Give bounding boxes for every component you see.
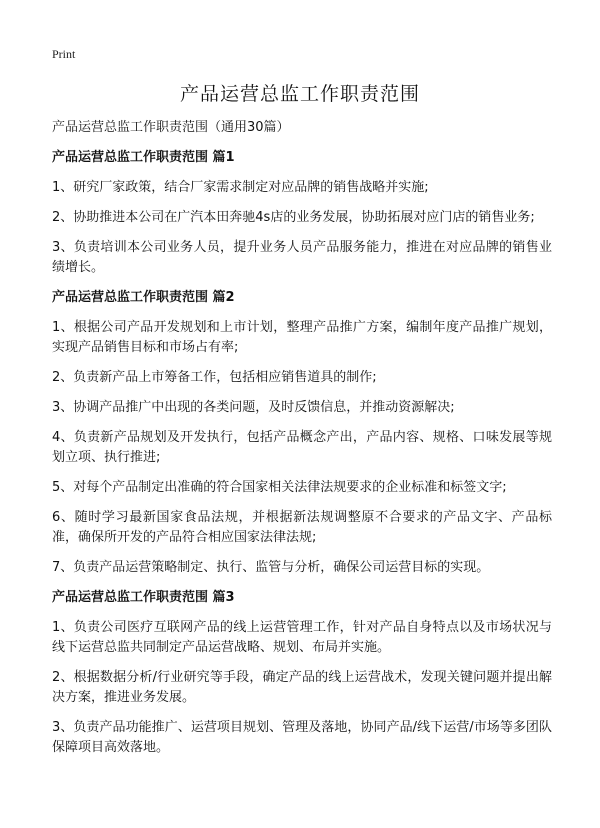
section-heading-1: 产品运营总监工作职责范围 篇1 <box>52 150 235 165</box>
list-item: 5、对每个产品制定出准确的符合国家相关法律法规要求的企业标准和标签文字; <box>52 480 507 495</box>
section-heading-2: 产品运营总监工作职责范围 篇2 <box>52 290 235 305</box>
document-body <box>52 118 552 768</box>
list-item: 7、负责产品运营策略制定、执行、监管与分析，确保公司运营目标的实现。 <box>52 560 490 575</box>
list-item: 3、负责培训本公司业务人员，提升业务人员产品服务能力，推进在对应品牌的销售业绩增长。 <box>52 240 552 275</box>
list-item: 3、协调产品推广中出现的各类问题，及时反馈信息，并推动资源解决; <box>52 400 455 415</box>
list-item: 3、负责产品功能推广、运营项目规划、管理及落地，协同产品/线下运营/市场等多团队保障项目高效落地。 <box>52 720 552 755</box>
list-item: 4、负责新产品规划及开发执行，包括产品概念产出，产品内容、规格、口味发展等规划立项、执行推进; <box>52 430 552 465</box>
page-title: 产品运营总监工作职责范围 <box>179 83 420 105</box>
section-heading-3: 产品运营总监工作职责范围 篇3 <box>52 590 235 605</box>
list-item: 1、根据公司产品开发规划和上市计划，整理产品推广方案，编制年度产品推广规划，实现产品销售目标和市场占有率; <box>52 320 552 355</box>
list-item: 1、研究厂家政策，结合厂家需求制定对应品牌的销售战略并实施; <box>52 180 429 195</box>
document-subtitle: 产品运营总监工作职责范围（通用30篇） <box>52 120 290 135</box>
list-item: 2、负责新产品上市筹备工作，包括相应销售道具的制作; <box>52 370 377 385</box>
list-item: 2、协助推进本公司在广汽本田奔驰4s店的业务发展，协助拓展对应门店的销售业务; <box>52 210 535 225</box>
list-item: 1、负责公司医疗互联网产品的线上运营管理工作，针对产品自身特点以及市场状况与线下运营总监共同制定产品运营战略、规划、布局并实施。 <box>52 620 552 655</box>
list-item: 2、根据数据分析/行业研究等手段，确定产品的线上运营战术，发现关键问题并提出解决方案，推进业务发展。 <box>52 670 552 705</box>
list-item: 6、随时学习最新国家食品法规，并根据新法规调整原不合要求的产品文字、产品标准，确保所开发的产品符合相应国家法律法规; <box>52 510 552 545</box>
print-link[interactable]: Print <box>52 47 76 61</box>
